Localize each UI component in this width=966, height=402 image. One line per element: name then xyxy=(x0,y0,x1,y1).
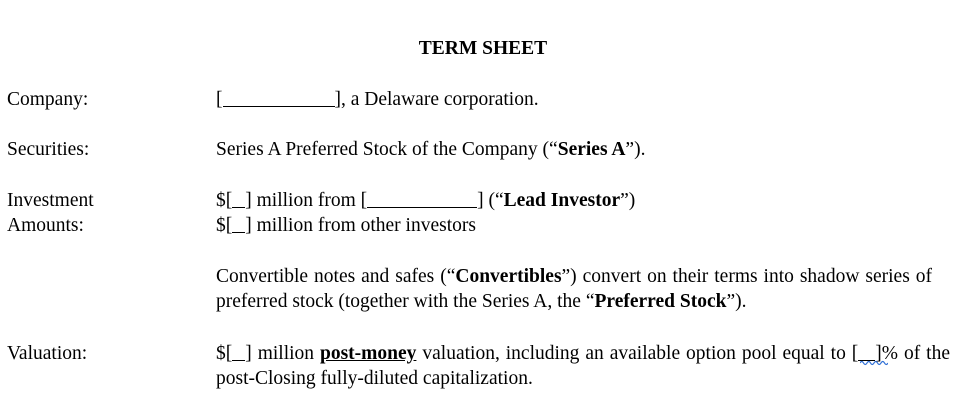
other-amount-blank xyxy=(232,215,245,233)
investment-amounts-value xyxy=(216,188,950,238)
lead-amount-prefix: $[ xyxy=(216,190,233,211)
valuation-paragraph xyxy=(216,341,950,391)
convertibles-text-post: ”). xyxy=(726,291,747,312)
securities-text-pre: Series A Preferred Stock of the Company (“ xyxy=(216,139,558,160)
convertibles-paragraph xyxy=(216,264,932,314)
lead-amount-from: ] million from [ xyxy=(245,190,368,211)
valuation-label: Valuation: xyxy=(7,343,88,364)
other-amount-prefix: $[ xyxy=(216,215,233,236)
series-a-term: Series A xyxy=(557,139,626,160)
convertibles-text-mid: ”) convert on their terms into shadow series of preferred stock (together with the Series A, the “ xyxy=(216,266,932,312)
securities-text-post: ”). xyxy=(625,139,646,160)
document-title: TERM SHEET xyxy=(418,38,548,59)
securities-label: Securities: xyxy=(7,139,90,160)
valuation-text-mid1: ] million xyxy=(245,343,320,364)
company-label: Company: xyxy=(7,89,89,110)
company-description: ], a Delaware corporation. xyxy=(334,89,539,110)
post-money-term: post-money xyxy=(320,343,417,364)
other-investors-line xyxy=(216,213,950,238)
investment-label-line1: Investment xyxy=(7,190,94,211)
securities-value xyxy=(216,137,950,162)
lead-investor-open: ] (“ xyxy=(477,190,504,211)
valuation-text-post: ]% of the post-Closing fully-diluted capitalization. xyxy=(216,343,950,389)
preferred-stock-term: Preferred Stock xyxy=(594,291,727,312)
valuation-amount-prefix: $[ xyxy=(216,343,233,364)
lead-investor-name-blank xyxy=(367,190,477,208)
company-name-blank xyxy=(223,89,335,107)
lead-investor-close: ”) xyxy=(620,190,636,211)
lead-investor-line xyxy=(216,188,950,213)
investment-label-line2: Amounts: xyxy=(7,215,84,236)
valuation-amount-blank xyxy=(232,343,245,361)
lead-amount-blank xyxy=(232,190,245,208)
company-open-bracket: [ xyxy=(216,89,223,110)
company-value xyxy=(216,87,950,112)
other-investors-text: ] million from other investors xyxy=(245,215,476,236)
spellcheck-squiggle-icon xyxy=(860,360,888,366)
convertibles-term: Convertibles xyxy=(455,266,562,287)
option-pool-blank xyxy=(858,343,875,361)
lead-investor-term: Lead Investor xyxy=(503,190,621,211)
investment-amounts-label xyxy=(7,188,197,238)
valuation-text-mid2: valuation, including an available option pool equal to [ xyxy=(416,343,859,364)
convertibles-text-pre: Convertible notes and safes (“ xyxy=(216,266,456,287)
